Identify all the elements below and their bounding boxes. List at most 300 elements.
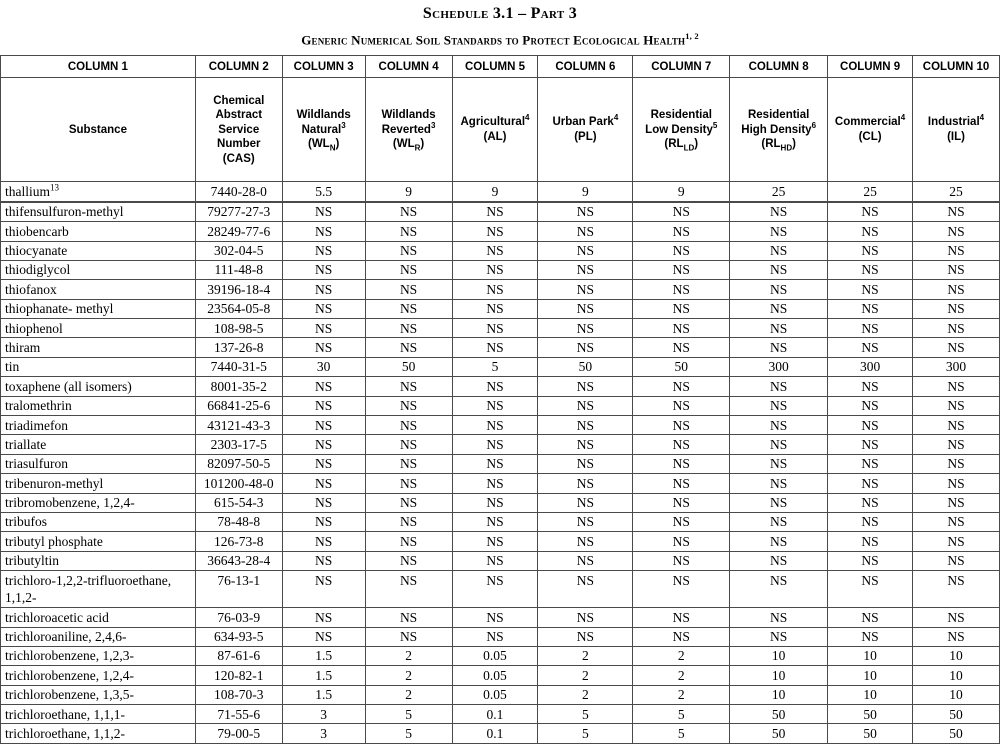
substance-cell: triallate xyxy=(1,435,196,454)
header-line: Service xyxy=(218,123,260,136)
cas-cell: 634-93-5 xyxy=(195,627,282,646)
header-line: (IL) xyxy=(947,130,965,143)
substance-cell: triasulfuron xyxy=(1,454,196,473)
header-line: Low Density$^5$ xyxy=(645,120,718,136)
value-cell-col3: NS xyxy=(282,608,365,627)
value-cell-col7: NS xyxy=(633,571,730,608)
value-cell-col9: 25 xyxy=(828,182,913,202)
value-cell-col4: 2 xyxy=(365,685,452,704)
header-line: $(RL_{HD})$ xyxy=(761,138,796,153)
value-cell-col8: NS xyxy=(730,512,828,531)
header-line: Reverted$^3$ xyxy=(381,120,436,136)
value-cell-col3: 3 xyxy=(282,724,365,743)
value-cell-col4: NS xyxy=(365,454,452,473)
value-cell-col6: 2 xyxy=(538,666,633,685)
value-cell-col4: NS xyxy=(365,299,452,318)
value-cell-col5: NS xyxy=(452,396,538,415)
footnote-ref: 3 xyxy=(341,120,346,130)
value-cell-col10: NS xyxy=(913,396,1000,415)
value-cell-col9: NS xyxy=(828,319,913,338)
value-cell-col9: NS xyxy=(828,416,913,435)
value-cell-col9: NS xyxy=(828,454,913,473)
value-cell-col8: NS xyxy=(730,396,828,415)
value-cell-col4: 2 xyxy=(365,666,452,685)
abbr-subscript: LD xyxy=(683,143,695,153)
value-cell-col7: NS xyxy=(633,338,730,357)
column-label-9: COLUMN 9 xyxy=(828,56,913,78)
value-cell-col6: 2 xyxy=(538,646,633,665)
value-cell-col4: NS xyxy=(365,474,452,493)
cas-cell: 7440-31-5 xyxy=(195,357,282,376)
value-cell-col7: 5 xyxy=(633,724,730,743)
value-cell-col10: 10 xyxy=(913,646,1000,665)
value-cell-col6: NS xyxy=(538,202,633,222)
header-line: $(WL_R)$ xyxy=(392,138,425,153)
column-header-8 xyxy=(730,78,828,182)
substance-cell: tribromobenzene, 1,2,4- xyxy=(1,493,196,512)
table-row xyxy=(1,338,1000,357)
value-cell-col7: NS xyxy=(633,280,730,299)
value-cell-col4: NS xyxy=(365,512,452,531)
value-cell-col5: 0.05 xyxy=(452,666,538,685)
table-row xyxy=(1,435,1000,454)
header-line: Urban Park$^4$ xyxy=(552,113,619,129)
value-cell-col10: 25 xyxy=(913,182,1000,202)
value-cell-col6: NS xyxy=(538,222,633,241)
cas-cell: 126-73-8 xyxy=(195,532,282,551)
value-cell-col4: NS xyxy=(365,202,452,222)
table-row xyxy=(1,319,1000,338)
column-label-8: COLUMN 8 xyxy=(730,56,828,78)
value-cell-col6: NS xyxy=(538,280,633,299)
value-cell-col8: NS xyxy=(730,551,828,570)
cas-cell: 28249-77-6 xyxy=(195,222,282,241)
substance-cell: trichloro-1,2,2-trifluoroethane, 1,1,2- xyxy=(1,571,196,608)
value-cell-col3: NS xyxy=(282,202,365,222)
table-row xyxy=(1,222,1000,241)
value-cell-col9: NS xyxy=(828,435,913,454)
value-cell-col6: NS xyxy=(538,532,633,551)
value-cell-col6: 50 xyxy=(538,357,633,376)
value-cell-col4: 5 xyxy=(365,724,452,743)
header-line: (CL) xyxy=(858,130,882,143)
value-cell-col10: NS xyxy=(913,551,1000,570)
substance-cell: trichloroethane, 1,1,1- xyxy=(1,705,196,724)
table-row xyxy=(1,551,1000,570)
header-line: $(WL_N)$ xyxy=(308,138,340,153)
column-label-1: COLUMN 1 xyxy=(1,56,196,78)
value-cell-col7: NS xyxy=(633,493,730,512)
header-line: Residential xyxy=(747,109,810,122)
value-cell-col10: NS xyxy=(913,571,1000,608)
value-cell-col5: NS xyxy=(452,454,538,473)
table-row xyxy=(1,627,1000,646)
substance-cell: toxaphene (all isomers) xyxy=(1,377,196,396)
value-cell-col3: NS xyxy=(282,512,365,531)
value-cell-col4: NS xyxy=(365,396,452,415)
value-cell-col8: NS xyxy=(730,532,828,551)
value-cell-col5: NS xyxy=(452,608,538,627)
table-row xyxy=(1,241,1000,260)
value-cell-col6: 9 xyxy=(538,182,633,202)
substance-cell: tributyltin xyxy=(1,551,196,570)
cas-cell: 615-54-3 xyxy=(195,493,282,512)
table-row xyxy=(1,512,1000,531)
value-cell-col7: NS xyxy=(633,319,730,338)
column-header-3 xyxy=(282,78,365,182)
column-header-2 xyxy=(195,78,282,182)
substance-cell: thiram xyxy=(1,338,196,357)
value-cell-col8: NS xyxy=(730,493,828,512)
table-row xyxy=(1,280,1000,299)
value-cell-col6: NS xyxy=(538,551,633,570)
cas-cell: 111-48-8 xyxy=(195,260,282,279)
cas-cell: 79277-27-3 xyxy=(195,202,282,222)
value-cell-col10: NS xyxy=(913,435,1000,454)
header-line: Agricultural$^4$ xyxy=(460,113,530,129)
value-cell-col4: 2 xyxy=(365,646,452,665)
column-label-row xyxy=(1,56,1000,78)
value-cell-col10: NS xyxy=(913,532,1000,551)
value-cell-col5: 0.05 xyxy=(452,685,538,704)
value-cell-col3: 1.5 xyxy=(282,646,365,665)
substance-cell: triadimefon xyxy=(1,416,196,435)
substance-cell: tributyl phosphate xyxy=(1,532,196,551)
value-cell-col6: 5 xyxy=(538,705,633,724)
table-row xyxy=(1,416,1000,435)
value-cell-col5: NS xyxy=(452,532,538,551)
table-body xyxy=(1,182,1000,744)
table-row xyxy=(1,260,1000,279)
value-cell-col4: NS xyxy=(365,532,452,551)
value-cell-col10: NS xyxy=(913,338,1000,357)
cas-cell: 108-98-5 xyxy=(195,319,282,338)
substance-cell: thifensulfuron-methyl xyxy=(1,202,196,222)
substance-cell: tribufos xyxy=(1,512,196,531)
cas-cell: 137-26-8 xyxy=(195,338,282,357)
value-cell-col4: NS xyxy=(365,571,452,608)
header-line: (PL) xyxy=(574,130,597,143)
cas-cell: 120-82-1 xyxy=(195,666,282,685)
table-row xyxy=(1,377,1000,396)
document-title-text: Schedule 3.1 – Part 3 xyxy=(422,5,578,22)
value-cell-col5: NS xyxy=(452,551,538,570)
value-cell-col4: NS xyxy=(365,608,452,627)
column-header-9 xyxy=(828,78,913,182)
value-cell-col5: NS xyxy=(452,319,538,338)
value-cell-col6: NS xyxy=(538,260,633,279)
value-cell-col10: NS xyxy=(913,260,1000,279)
value-cell-col10: NS xyxy=(913,222,1000,241)
value-cell-col10: NS xyxy=(913,474,1000,493)
column-label-5: COLUMN 5 xyxy=(452,56,538,78)
column-label-2: COLUMN 2 xyxy=(195,56,282,78)
value-cell-col3: NS xyxy=(282,571,365,608)
value-cell-col5: NS xyxy=(452,493,538,512)
footnote-ref: 4 xyxy=(613,113,619,123)
value-cell-col6: NS xyxy=(538,454,633,473)
value-cell-col3: NS xyxy=(282,377,365,396)
table-row xyxy=(1,608,1000,627)
subtitle-footnote-ref: 1, 2 xyxy=(685,31,699,41)
value-cell-col6: NS xyxy=(538,435,633,454)
value-cell-col10: NS xyxy=(913,608,1000,627)
value-cell-col4: 9 xyxy=(365,182,452,202)
value-cell-col8: 50 xyxy=(730,705,828,724)
table-row xyxy=(1,685,1000,704)
value-cell-col9: 50 xyxy=(828,724,913,743)
header-line: High Density$^6$ xyxy=(741,120,817,136)
footnote-ref: 4 xyxy=(525,113,530,123)
table-row xyxy=(1,571,1000,608)
value-cell-col7: NS xyxy=(633,551,730,570)
cas-cell: 87-61-6 xyxy=(195,646,282,665)
value-cell-col7: 50 xyxy=(633,357,730,376)
footnote-ref: 3 xyxy=(430,120,436,130)
value-cell-col5: NS xyxy=(452,571,538,608)
table-row xyxy=(1,705,1000,724)
value-cell-col8: NS xyxy=(730,571,828,608)
substance-cell: thiobencarb xyxy=(1,222,196,241)
value-cell-col10: 50 xyxy=(913,705,1000,724)
value-cell-col6: NS xyxy=(538,319,633,338)
value-cell-col6: NS xyxy=(538,493,633,512)
value-cell-col7: 5 xyxy=(633,705,730,724)
value-cell-col9: 10 xyxy=(828,685,913,704)
value-cell-col3: NS xyxy=(282,241,365,260)
footnote-ref: 4 xyxy=(900,113,906,123)
column-header-6 xyxy=(538,78,633,182)
cas-cell: 8001-35-2 xyxy=(195,377,282,396)
value-cell-col4: NS xyxy=(365,260,452,279)
value-cell-col9: NS xyxy=(828,396,913,415)
value-cell-col7: NS xyxy=(633,474,730,493)
value-cell-col8: 10 xyxy=(730,685,828,704)
column-label-4: COLUMN 4 xyxy=(365,56,452,78)
value-cell-col7: NS xyxy=(633,377,730,396)
document-subtitle xyxy=(0,29,1000,47)
value-cell-col9: NS xyxy=(828,571,913,608)
value-cell-col3: 3 xyxy=(282,705,365,724)
footnote-ref: 13 xyxy=(50,182,59,193)
value-cell-col3: NS xyxy=(282,396,365,415)
value-cell-col8: NS xyxy=(730,454,828,473)
value-cell-col3: NS xyxy=(282,319,365,338)
value-cell-col7: NS xyxy=(633,260,730,279)
table-row xyxy=(1,474,1000,493)
cas-cell: 76-03-9 xyxy=(195,608,282,627)
value-cell-col7: NS xyxy=(633,512,730,531)
substance-cell: tralomethrin xyxy=(1,396,196,415)
value-cell-col4: 5 xyxy=(365,705,452,724)
document-subtitle-text: Generic Numerical Soil Standards to Protect Ecological Health xyxy=(301,32,686,48)
cas-cell: 82097-50-5 xyxy=(195,454,282,473)
table-row xyxy=(1,666,1000,685)
value-cell-col7: NS xyxy=(633,435,730,454)
value-cell-col6: NS xyxy=(538,396,633,415)
value-cell-col5: 0.1 xyxy=(452,705,538,724)
substance-cell: trichlorobenzene, 1,2,3- xyxy=(1,646,196,665)
substance-cell: tin xyxy=(1,357,196,376)
value-cell-col9: 10 xyxy=(828,666,913,685)
value-cell-col6: NS xyxy=(538,416,633,435)
value-cell-col9: NS xyxy=(828,493,913,512)
value-cell-col4: NS xyxy=(365,493,452,512)
value-cell-col8: 50 xyxy=(730,724,828,743)
table-row xyxy=(1,724,1000,743)
value-cell-col9: NS xyxy=(828,474,913,493)
value-cell-col5: 0.1 xyxy=(452,724,538,743)
substance-cell: thiophanate- methyl xyxy=(1,299,196,318)
value-cell-col3: NS xyxy=(282,493,365,512)
value-cell-col10: NS xyxy=(913,202,1000,222)
value-cell-col5: NS xyxy=(452,627,538,646)
value-cell-col8: NS xyxy=(730,260,828,279)
cas-cell: 23564-05-8 xyxy=(195,299,282,318)
value-cell-col9: NS xyxy=(828,551,913,570)
value-cell-col8: NS xyxy=(730,319,828,338)
value-cell-col10: 50 xyxy=(913,724,1000,743)
substance-cell: thiocyanate xyxy=(1,241,196,260)
value-cell-col6: NS xyxy=(538,241,633,260)
value-cell-col3: NS xyxy=(282,627,365,646)
value-cell-col3: 1.5 xyxy=(282,685,365,704)
value-cell-col9: NS xyxy=(828,627,913,646)
column-header-5 xyxy=(452,78,538,182)
value-cell-col5: NS xyxy=(452,338,538,357)
substance-cell: trichloroacetic acid xyxy=(1,608,196,627)
value-cell-col3: NS xyxy=(282,532,365,551)
cas-cell: 2303-17-5 xyxy=(195,435,282,454)
value-cell-col8: 300 xyxy=(730,357,828,376)
value-cell-col3: NS xyxy=(282,338,365,357)
value-cell-col4: NS xyxy=(365,241,452,260)
value-cell-col5: 0.05 xyxy=(452,646,538,665)
value-cell-col10: NS xyxy=(913,299,1000,318)
column-name-row xyxy=(1,78,1000,182)
value-cell-col6: NS xyxy=(538,627,633,646)
header-line: Number xyxy=(217,138,261,151)
value-cell-col8: 25 xyxy=(730,182,828,202)
value-cell-col9: NS xyxy=(828,338,913,357)
substance-cell: trichloroaniline, 2,4,6- xyxy=(1,627,196,646)
cas-cell: 108-70-3 xyxy=(195,685,282,704)
value-cell-col10: NS xyxy=(913,493,1000,512)
value-cell-col7: NS xyxy=(633,454,730,473)
value-cell-col8: 10 xyxy=(730,646,828,665)
substance-cell: thiophenol xyxy=(1,319,196,338)
cas-cell: 76-13-1 xyxy=(195,571,282,608)
value-cell-col9: NS xyxy=(828,532,913,551)
value-cell-col9: NS xyxy=(828,202,913,222)
cas-cell: 71-55-6 xyxy=(195,705,282,724)
table-row xyxy=(1,299,1000,318)
value-cell-col5: NS xyxy=(452,435,538,454)
header-line: (CAS) xyxy=(222,152,255,165)
value-cell-col8: NS xyxy=(730,338,828,357)
value-cell-col9: NS xyxy=(828,280,913,299)
value-cell-col5: NS xyxy=(452,377,538,396)
value-cell-col10: NS xyxy=(913,280,1000,299)
value-cell-col8: NS xyxy=(730,377,828,396)
header-line: Wildlands xyxy=(381,109,436,122)
value-cell-col10: NS xyxy=(913,627,1000,646)
cas-cell: 79-00-5 xyxy=(195,724,282,743)
value-cell-col5: NS xyxy=(452,280,538,299)
header-line: (AL) xyxy=(483,130,507,143)
value-cell-col4: NS xyxy=(365,627,452,646)
cas-cell: 43121-43-3 xyxy=(195,416,282,435)
soil-standards-table xyxy=(0,55,1000,744)
table-row xyxy=(1,396,1000,415)
value-cell-col7: NS xyxy=(633,241,730,260)
value-cell-col3: NS xyxy=(282,454,365,473)
substance-cell: trichlorobenzene, 1,2,4- xyxy=(1,666,196,685)
value-cell-col6: NS xyxy=(538,299,633,318)
substance-cell: tribenuron-methyl xyxy=(1,474,196,493)
value-cell-col7: 2 xyxy=(633,666,730,685)
value-cell-col8: NS xyxy=(730,627,828,646)
table-row xyxy=(1,493,1000,512)
value-cell-col7: NS xyxy=(633,222,730,241)
cas-cell: 36643-28-4 xyxy=(195,551,282,570)
substance-cell: thiofanox xyxy=(1,280,196,299)
value-cell-col10: 10 xyxy=(913,685,1000,704)
value-cell-col4: NS xyxy=(365,280,452,299)
value-cell-col9: NS xyxy=(828,260,913,279)
value-cell-col8: NS xyxy=(730,299,828,318)
value-cell-col3: NS xyxy=(282,416,365,435)
cas-cell: 302-04-5 xyxy=(195,241,282,260)
table-row xyxy=(1,454,1000,473)
value-cell-col6: NS xyxy=(538,377,633,396)
column-header-7 xyxy=(633,78,730,182)
value-cell-col5: 9 xyxy=(452,182,538,202)
table-head xyxy=(1,56,1000,182)
value-cell-col5: NS xyxy=(452,222,538,241)
column-label-6: COLUMN 6 xyxy=(538,56,633,78)
header-line: Chemical xyxy=(213,94,265,107)
value-cell-col9: NS xyxy=(828,299,913,318)
value-cell-col6: NS xyxy=(538,512,633,531)
value-cell-col3: NS xyxy=(282,222,365,241)
column-label-10: COLUMN 10 xyxy=(913,56,1000,78)
value-cell-col4: NS xyxy=(365,416,452,435)
value-cell-col3: NS xyxy=(282,260,365,279)
value-cell-col8: NS xyxy=(730,435,828,454)
value-cell-col10: NS xyxy=(913,416,1000,435)
value-cell-col10: NS xyxy=(913,377,1000,396)
value-cell-col8: NS xyxy=(730,280,828,299)
footnote-ref: 4 xyxy=(979,113,985,123)
value-cell-col3: 1.5 xyxy=(282,666,365,685)
header-line: Abstract xyxy=(215,109,263,122)
cas-cell: 39196-18-4 xyxy=(195,280,282,299)
value-cell-col7: NS xyxy=(633,202,730,222)
value-cell-col8: NS xyxy=(730,416,828,435)
value-cell-col7: NS xyxy=(633,416,730,435)
value-cell-col5: NS xyxy=(452,416,538,435)
header-line: $(RL_{LD})$ xyxy=(664,138,699,153)
value-cell-col4: NS xyxy=(365,551,452,570)
value-cell-col6: NS xyxy=(538,474,633,493)
footnote-ref: 5 xyxy=(712,120,718,130)
value-cell-col7: NS xyxy=(633,532,730,551)
table-row xyxy=(1,182,1000,202)
abbr-subscript: HD xyxy=(780,143,793,153)
value-cell-col8: NS xyxy=(730,608,828,627)
value-cell-col6: NS xyxy=(538,338,633,357)
